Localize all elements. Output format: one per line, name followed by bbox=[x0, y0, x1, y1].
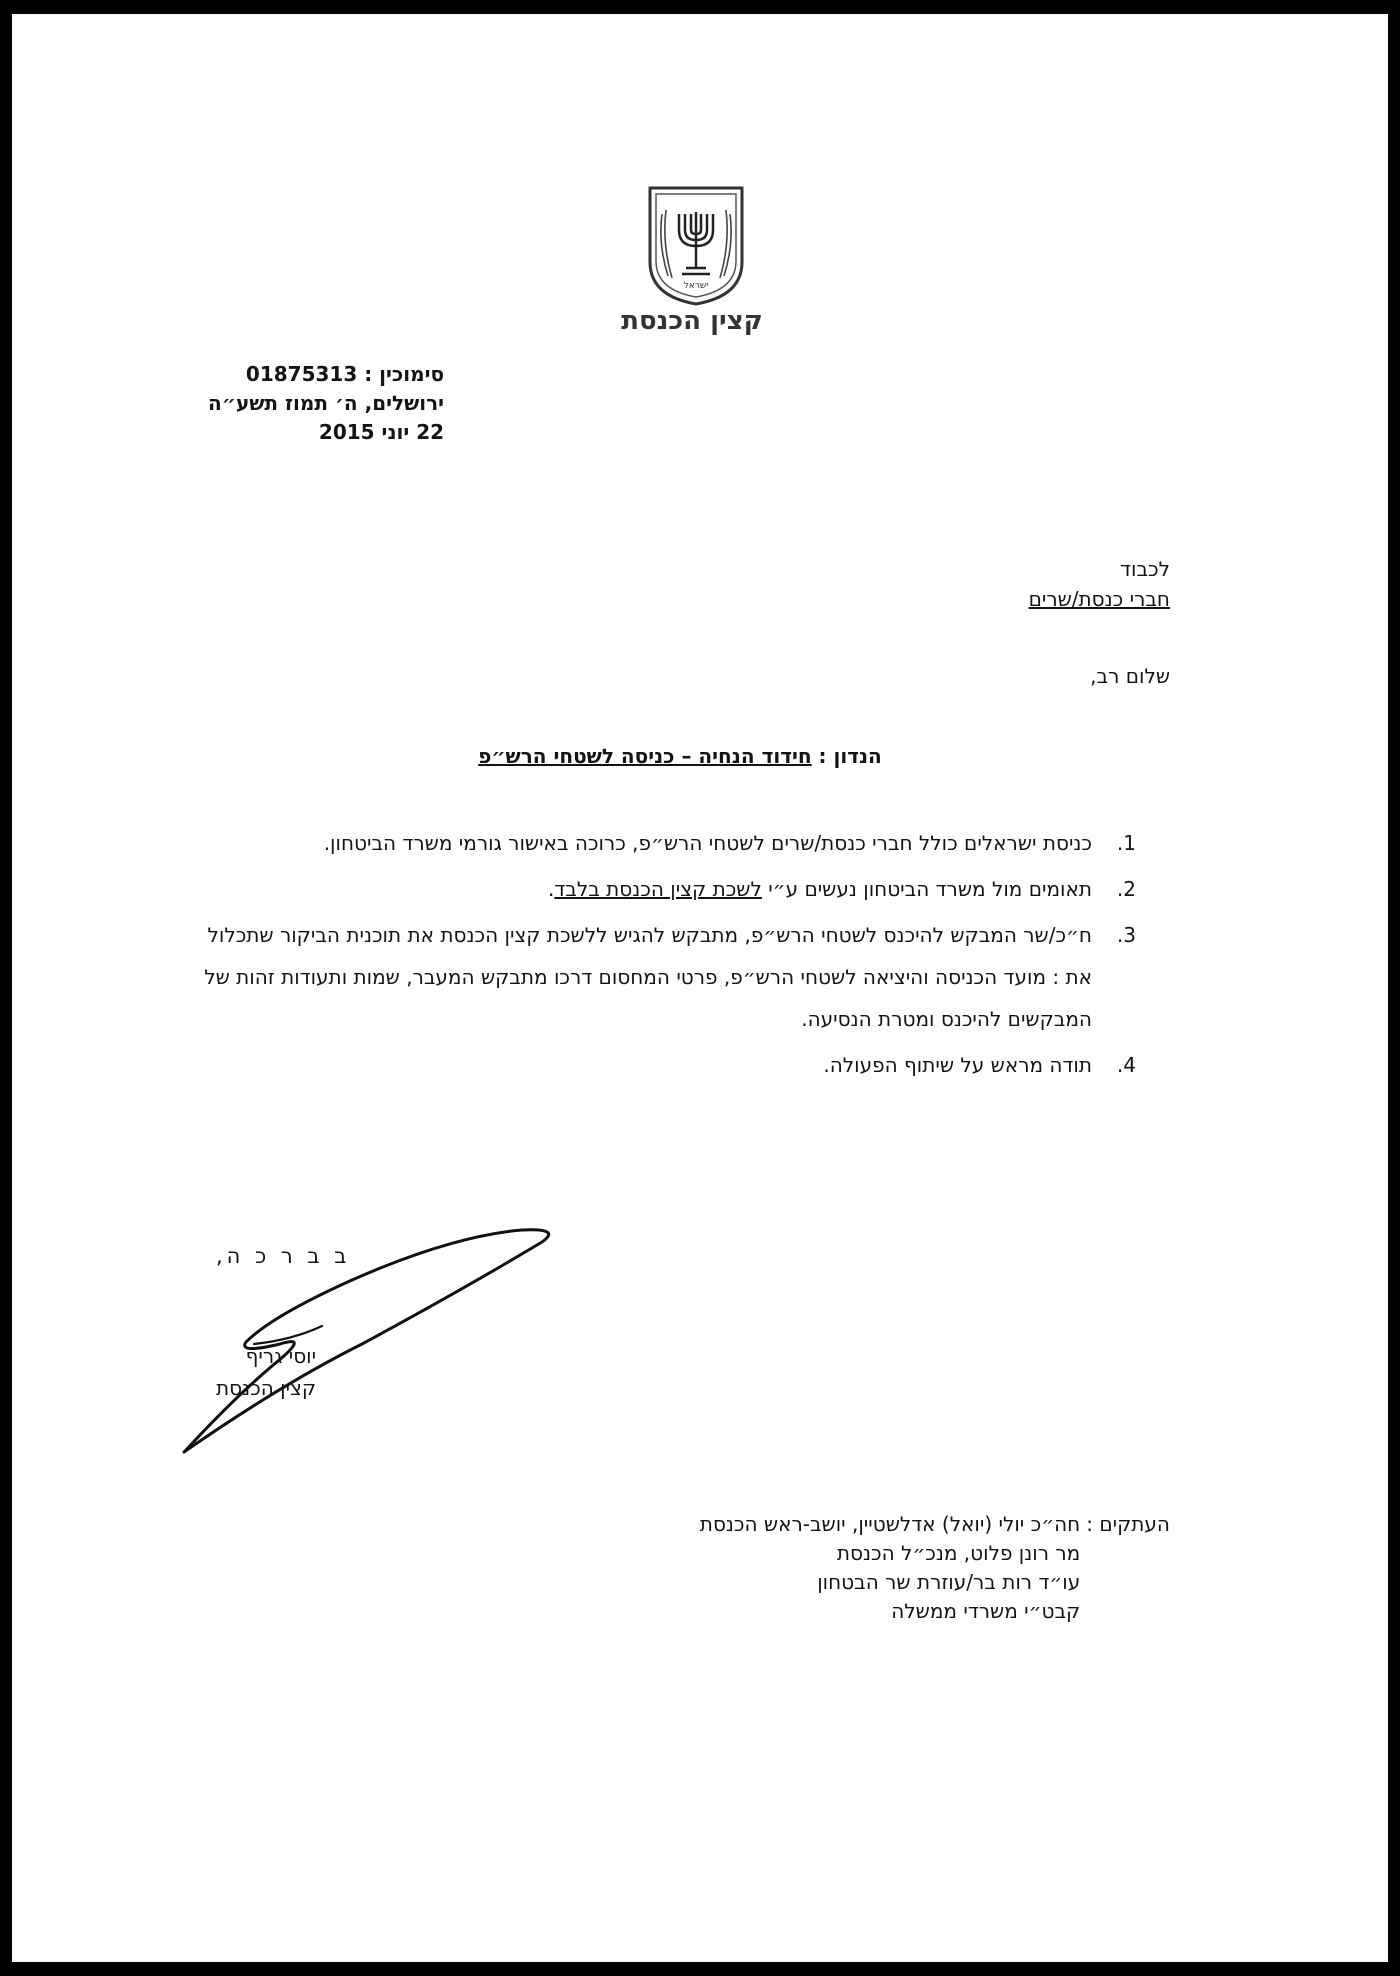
list-item: קבט״י משרדי ממשלה bbox=[891, 1599, 1081, 1623]
svg-text:ישראל: ישראל bbox=[683, 281, 709, 291]
reference-block bbox=[208, 360, 444, 447]
list-item-text-end: . bbox=[547, 877, 555, 901]
recipients: חברי כנסת/שרים bbox=[1028, 587, 1170, 611]
list-item-number: 2. bbox=[1116, 877, 1136, 901]
copies-block bbox=[700, 1510, 1170, 1626]
subject-line bbox=[312, 744, 1048, 768]
list-item-text-start: תאומים מול משרד הביטחון נעשים ע״י bbox=[761, 877, 1092, 901]
list-item bbox=[176, 1044, 1136, 1086]
list-item: מר רונן פלוט, מנכ״ל הכנסת bbox=[836, 1541, 1081, 1565]
salutation: לכבוד bbox=[1120, 557, 1170, 581]
closing-regards: ב ב ר כ ה, bbox=[216, 1244, 351, 1268]
addressee-block bbox=[1029, 554, 1170, 614]
list-item bbox=[176, 822, 1136, 864]
subject-text: חידוד הנחיה – כניסה לשטחי הרש״פ bbox=[478, 744, 812, 768]
letter-page bbox=[12, 14, 1388, 1962]
subject-label: הנדון : bbox=[811, 744, 882, 768]
copies-label: העתקים : bbox=[1086, 1512, 1170, 1536]
list-item-text bbox=[176, 868, 1092, 910]
copies-list bbox=[700, 1510, 1080, 1626]
list-item-text: תודה מראש על שיתוף הפעולה. bbox=[823, 1053, 1092, 1077]
list-item bbox=[176, 868, 1136, 910]
numbered-list bbox=[176, 822, 1136, 1090]
list-item: חה״כ יולי (יואל) אדלשטיין, יושב-ראש הכנסת bbox=[699, 1512, 1081, 1536]
list-item-text: כניסת ישראלים כולל חברי כנסת/שרים לשטחי הרש״פ, כרוכה באישור גורמי משרד הביטחון. bbox=[323, 831, 1092, 855]
list-item-number: 3. bbox=[1116, 923, 1136, 947]
list-item-text: ח״כ/שר המבקש להיכנס לשטחי הרש״פ, מתבקש להגיש ללשכת קצין הכנסת את תוכנית הביקור שתכלול את : מועד הכניסה והיציאה לשטחי הרש״פ, פרטי המחסום דרכו מתבקש המעבר, שמות ותעודות זהות של המבקשים להיכנס ומטרת הנסיעה. bbox=[204, 923, 1092, 1031]
list-item: עו״ד רות בר/עוזרת שר הבטחון bbox=[817, 1570, 1081, 1594]
greeting: שלום רב, bbox=[1090, 664, 1170, 688]
signatory-name: יוסי גריף bbox=[245, 1344, 317, 1368]
handwritten-signature bbox=[162, 1194, 562, 1464]
list-item-number: 1. bbox=[1116, 831, 1136, 855]
list-item-text-underlined: לשכת קצין הכנסת בלבד bbox=[554, 877, 762, 901]
org-title: קצין הכנסת bbox=[621, 306, 763, 336]
state-of-israel-emblem-icon bbox=[646, 184, 746, 308]
hebrew-date: ירושלים, ה׳ תמוז תשע״ה bbox=[208, 391, 445, 415]
list-item bbox=[176, 914, 1136, 1040]
gregorian-date: 22 יוני 2015 bbox=[318, 420, 445, 444]
list-item-number: 4. bbox=[1116, 1053, 1136, 1077]
file-number: סימוכין : 01875313 bbox=[245, 362, 445, 386]
signatory-title: קצין הכנסת bbox=[216, 1376, 317, 1400]
